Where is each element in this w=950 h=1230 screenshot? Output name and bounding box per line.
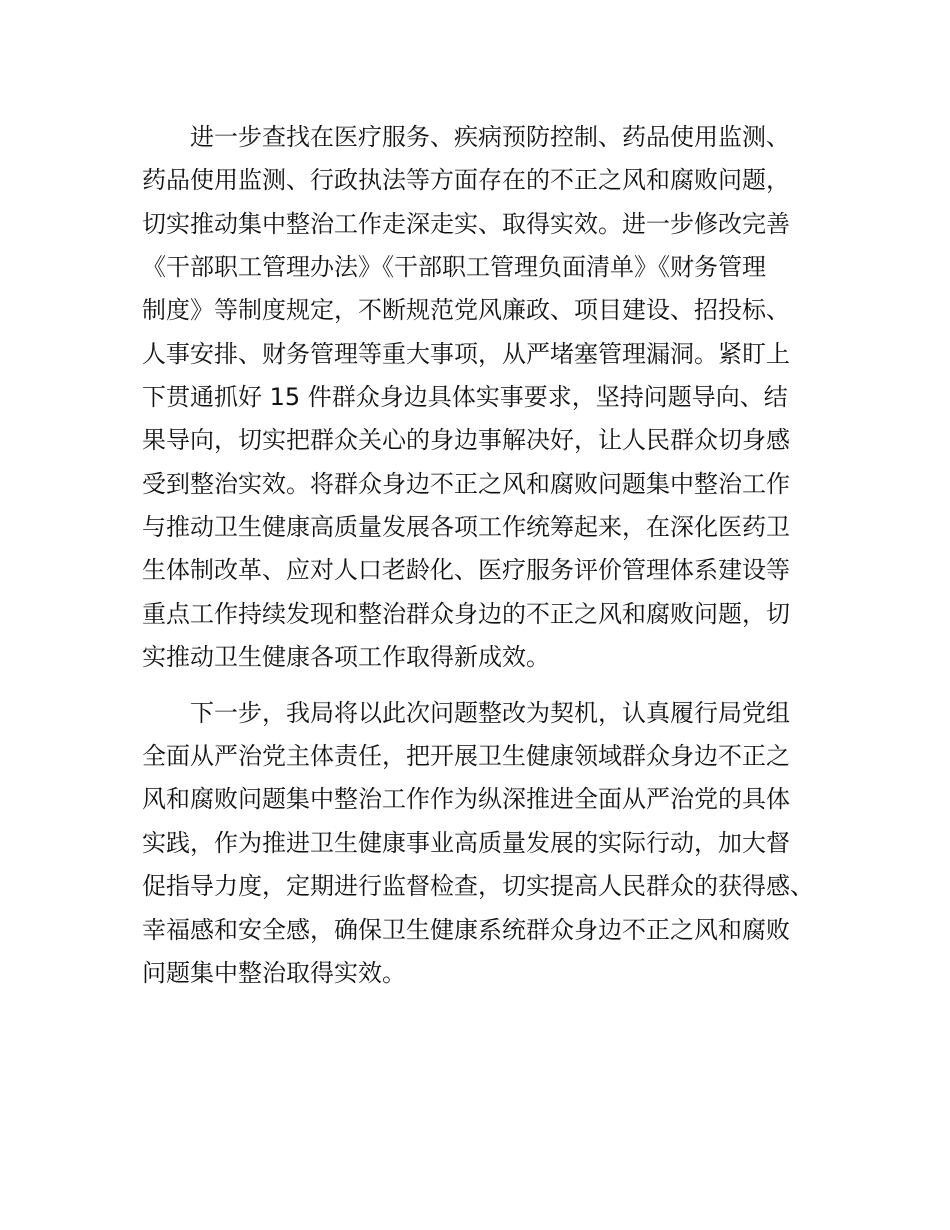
text-line: 制度》等制度规定，不断规范党风廉政、项目建设、招投标、 (142, 296, 790, 324)
text-line: 促指导力度，定期进行监督检查，切实提高人民群众的获得感、 (142, 872, 814, 900)
text-line: 实践，作为推进卫生健康事业高质量发展的实际行动，加大督 (142, 829, 790, 857)
text-line: 下贯通抓好 15 件群众身边具体实事要求，坚持问题导向、结 (142, 383, 788, 411)
text-line: 重点工作持续发现和整治群众身边的不正之风和腐败问题，切 (142, 600, 790, 628)
text-line: 风和腐败问题集中整治工作作为纵深推进全面从严治党的具体 (142, 785, 790, 813)
text-line: 全面从严治党主体责任，把开展卫生健康领域群众身边不正之 (142, 742, 790, 770)
text-line: 进一步查找在医疗服务、疾病预防控制、药品使用监测、 (190, 123, 790, 151)
text-line: 人事安排、财务管理等重大事项，从严堵塞管理漏洞。紧盯上 (142, 340, 790, 368)
text-line: 药品使用监测、行政执法等方面存在的不正之风和腐败问题， (142, 166, 790, 194)
text-line: 问题集中整治取得实效。 (142, 959, 406, 987)
text-line: 受到整治实效。将群众身边不正之风和腐败问题集中整治工作 (142, 470, 790, 498)
text-line: 果导向，切实把群众关心的身边事解决好，让人民群众切身感 (142, 426, 790, 454)
text-line: 切实推动集中整治工作走深走实、取得实效。进一步修改完善 (142, 210, 790, 238)
text-line: 实推动卫生健康各项工作取得新成效。 (142, 643, 550, 671)
text-line: 幸福感和安全感，确保卫生健康系统群众身边不正之风和腐败 (142, 916, 790, 944)
text-line: 与推动卫生健康高质量发展各项工作统筹起来，在深化医药卫 (142, 513, 790, 541)
text-line: 《干部职工管理办法》《干部职工管理负面清单》《财务管理 (142, 253, 766, 281)
text-line: 生体制改革、应对人口老龄化、医疗服务评价管理体系建设等 (142, 556, 790, 584)
text-line: 下一步，我局将以此次问题整改为契机，认真履行局党组 (190, 699, 790, 727)
